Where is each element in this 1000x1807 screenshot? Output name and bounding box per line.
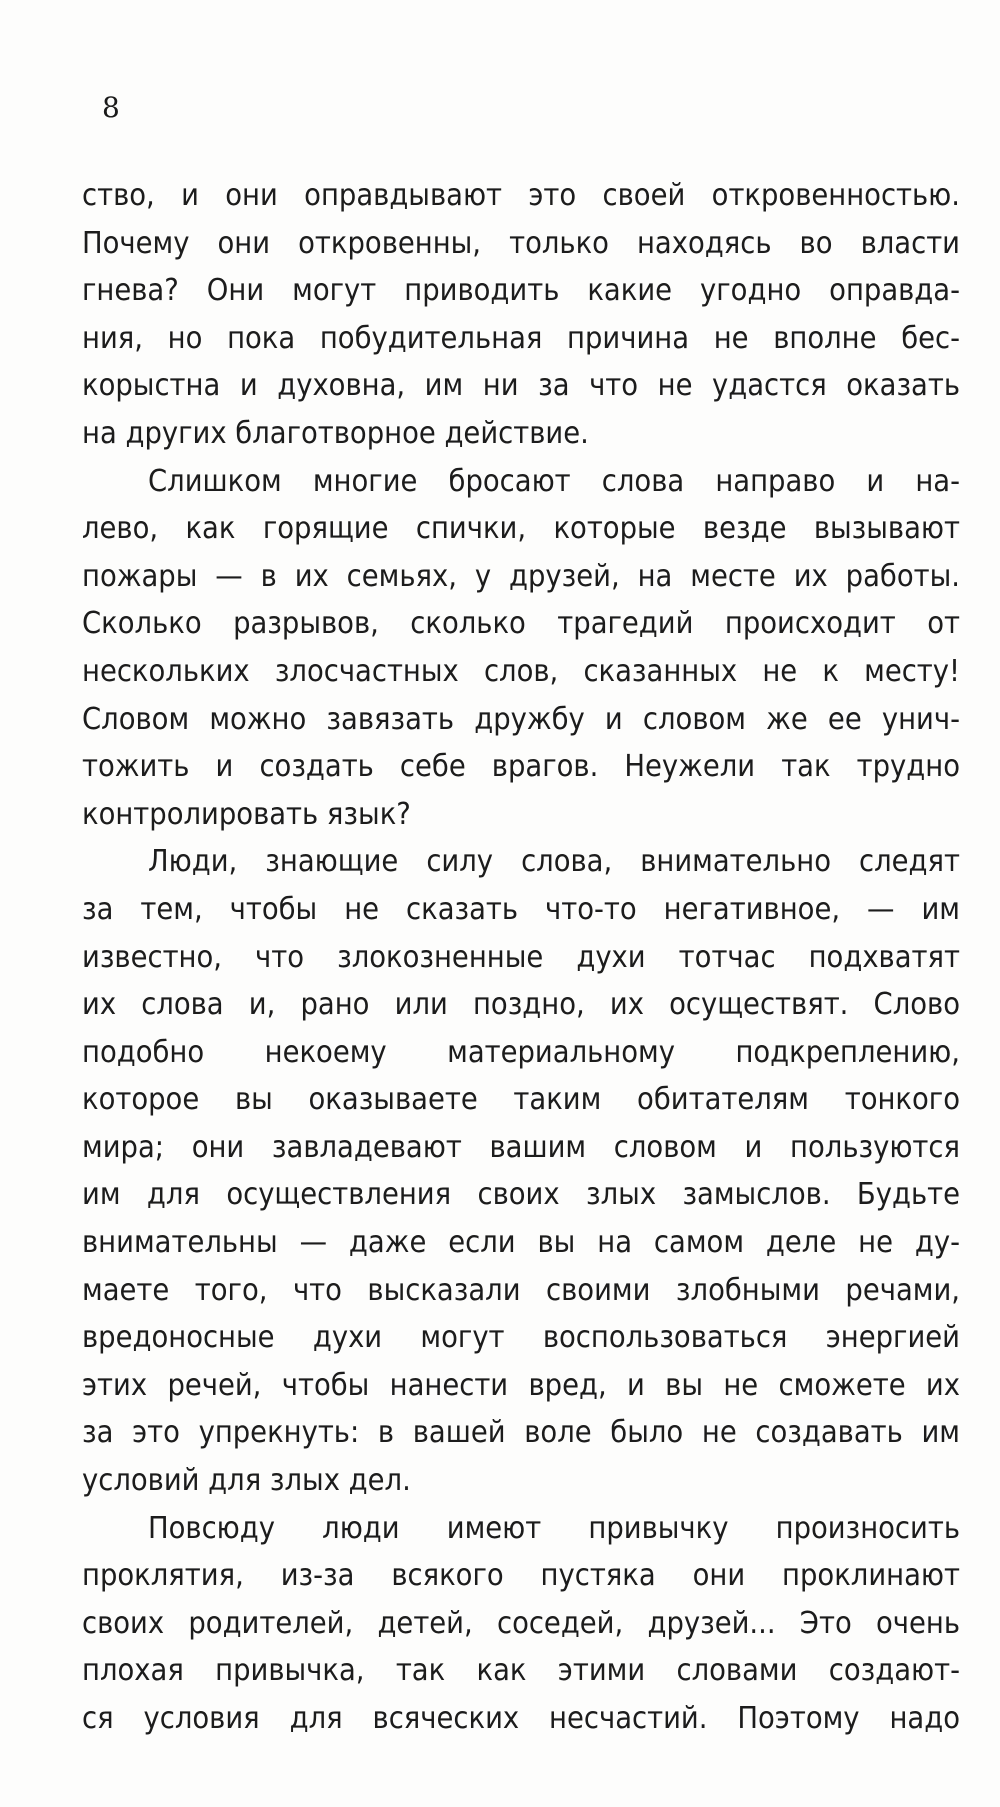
text-line: тожить и создать себе врагов. Неужели так трудно (82, 749, 960, 785)
text-line: известно, что злокозненные духи тотчас подхватят (82, 939, 960, 975)
text-line: гнева? Они могут приводить какие угодно оправда- (82, 273, 960, 309)
text-line: ния, но пока побудительная причина не вполне бес- (82, 320, 960, 356)
text-line: за тем, чтобы не сказать что-то негативное, — им (82, 891, 960, 927)
text-line: Почему они откровенны, только находясь во власти (82, 225, 960, 261)
text-line: корыстна и духовна, им ни за что не удастся оказать (82, 368, 960, 404)
text-line: внимательны — даже если вы на самом деле не ду- (82, 1225, 960, 1261)
text-line: мира; они завладевают вашим словом и пользуются (82, 1129, 960, 1165)
text-line: проклятия, из-за всякого пустяка они проклинают (82, 1558, 960, 1594)
text-line: плохая привычка, так как этими словами создают- (82, 1653, 960, 1689)
text-line: Словом можно завязать дружбу и словом же ее унич- (82, 701, 960, 737)
text-line: ство, и они оправдывают это своей откровенностью. (82, 178, 960, 213)
text-line: им для осуществления своих злых замыслов. Будьте (82, 1177, 960, 1213)
text-line: Слишком многие бросают слова направо и на- (148, 463, 960, 499)
text-line: подобно некоему материальному подкреплению, (82, 1034, 960, 1070)
text-line: ся условия для всяческих несчастий. Поэтому надо (82, 1701, 960, 1736)
text-line: Повсюду люди имеют привычку произносить (148, 1510, 960, 1546)
text-line: вредоносные духи могут воспользоваться энергией (82, 1320, 960, 1356)
text-line: на других благотворное действие. (82, 415, 589, 451)
text-line: Сколько разрывов, сколько трагедий происходит от (82, 606, 960, 642)
text-line: своих родителей, детей, соседей, друзей... Это очень (82, 1605, 960, 1641)
text-line: пожары — в их семьях, у друзей, на месте их работы. (82, 558, 960, 594)
text-line: их слова и, рано или поздно, их осуществят. Слово (82, 987, 960, 1023)
text-line: этих речей, чтобы нанести вред, и вы не сможете их (82, 1367, 960, 1403)
text-line: контролировать язык? (82, 796, 411, 832)
text-line: за это упрекнуть: в вашей воле было не создавать им (82, 1415, 960, 1451)
text-line: нескольких злосчастных слов, сказанных не к месту! (82, 653, 960, 689)
text-line: Люди, знающие силу слова, внимательно следят (148, 844, 960, 880)
page-body-text (82, 172, 960, 1743)
page-number: 8 (102, 91, 120, 124)
text-line: лево, как горящие спички, которые везде вызывают (82, 511, 960, 547)
text-line: условий для злых дел. (82, 1463, 411, 1499)
text-line: маете того, что высказали своими злобными речами, (82, 1272, 960, 1308)
text-line: которое вы оказываете таким обитателям тонкого (82, 1082, 960, 1118)
